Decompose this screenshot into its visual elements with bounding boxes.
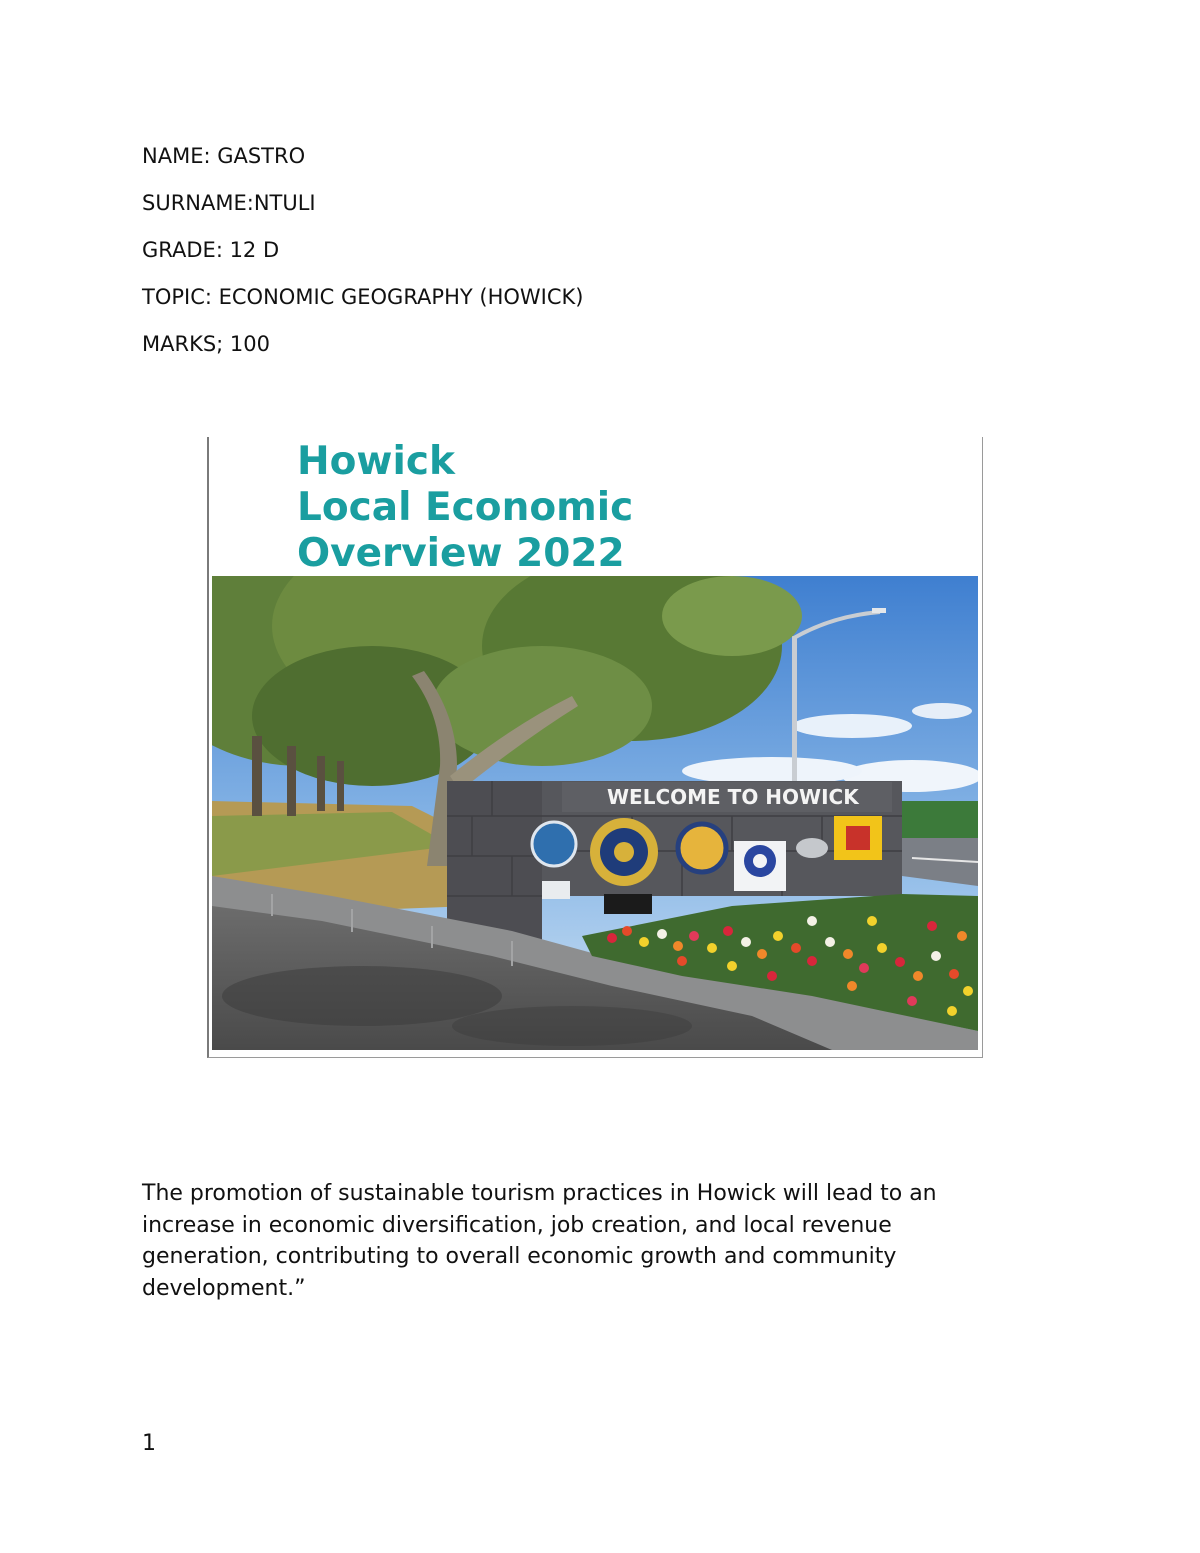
assignment-marks: MARKS; 100: [142, 332, 271, 356]
student-grade: GRADE: 12 D: [142, 238, 280, 262]
student-surname: SURNAME:NTULI: [142, 191, 316, 215]
thesis-statement: The promotion of sustainable tourism practices in Howick will lead to an increase in economic diversification, job creation, and local revenue generation, contributing to overall economic growth and community development.”: [142, 1181, 937, 1301]
assignment-topic: TOPIC: ECONOMIC GEOGRAPHY (HOWICK): [142, 285, 584, 309]
sign-text: WELCOME TO HOWICK: [607, 785, 859, 809]
student-name: NAME: GASTRO: [142, 144, 306, 168]
cover-title-line-3: Overview 2022: [297, 531, 625, 576]
cover-title-line-1: Howick: [297, 439, 455, 484]
cover-image: [207, 437, 983, 1058]
cover-title-line-2: Local Economic: [297, 485, 634, 530]
cover-title: [297, 439, 633, 577]
welcome-sign-photo: [212, 576, 978, 1050]
page-number: 1: [142, 1431, 156, 1456]
